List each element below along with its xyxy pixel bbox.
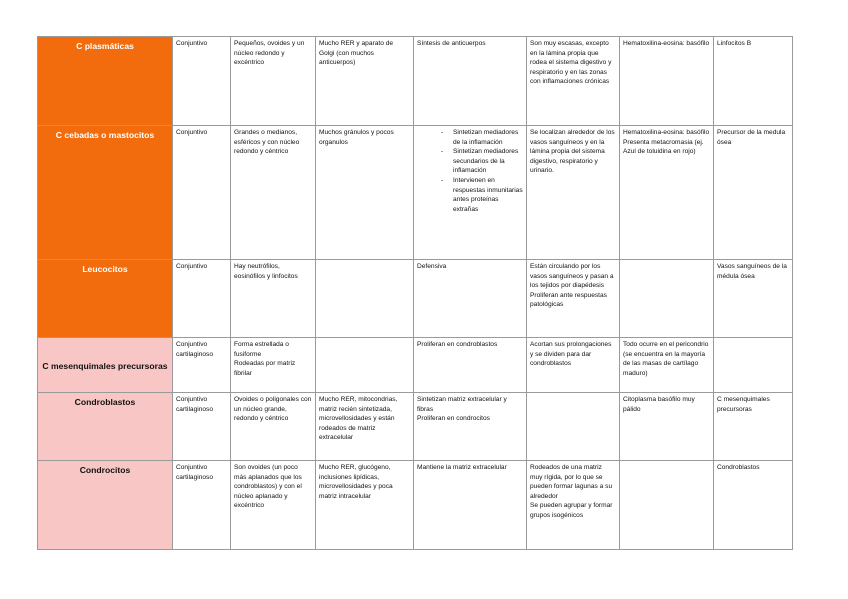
cell-forma: Hay neutrófilos, eosinófilos y linfocitos (231, 260, 316, 338)
list-item: - Intervienen en respuestas inmunitarias antes proteínas extrañas (441, 176, 523, 214)
row-header-condroblastos: Condroblastos (38, 393, 173, 461)
cell-forma: Son ovoides (un poco más aplanados que los condroblastos) y con el núcleo aplanado y excéntrico (231, 461, 316, 550)
list-item: - Sintetizan mediadores secundarios de la inflamación (441, 147, 523, 176)
cell-origen: Condroblastos (714, 461, 793, 550)
cell-origen: Linfocitos B (714, 37, 793, 126)
cell-tincion: Citoplasma basófilo muy pálido (620, 393, 714, 461)
table-row (38, 37, 793, 126)
cell-organelos: Mucho RER, mitocondrias, matriz recién sintetizada, microvellosidades y están rodeados de matriz extracelular (316, 393, 414, 461)
cell-ubicacion: Rodeados de una matriz muy rígida, por lo que se pueden formar lagunas a su alrededor Se pueden agrupar y formar grupos isogénicos (527, 461, 620, 550)
table-row (38, 126, 793, 260)
row-header-leucocitos: Leucocitos (38, 260, 173, 338)
cell-origen: Precursor de la medula ósea (714, 126, 793, 260)
cell-ubicacion: Están circulando por los vasos sanguíneos y pasan a los tejidos por diapédesis Proliferan ante respuestas patológicas (527, 260, 620, 338)
table-row (38, 260, 793, 338)
cell-tejido: Conjuntivo cartilaginoso (173, 338, 231, 393)
cell-ubicacion: Se localizan alrededor de los vasos sanguíneos y en la lámina propia del sistema digestivo, respiratorio y urinario. (527, 126, 620, 260)
cell-funcion: Sintetizan matriz extracelular y fibras Proliferan en condrocitos (414, 393, 527, 461)
cell-tejido: Conjuntivo (173, 37, 231, 126)
table-row (38, 461, 793, 550)
funcion-bullet-list (417, 128, 523, 214)
cell-ubicacion: Son muy escasas, excepto en la lámina propia que rodea el sistema digestivo y respiratorio y en las zonas con inflamaciones crónicas (527, 37, 620, 126)
cell-tejido: Conjuntivo cartilaginoso (173, 461, 231, 550)
cell-tincion (620, 461, 714, 550)
cell-tincion (620, 260, 714, 338)
cell-types-table (37, 36, 793, 550)
table-row (38, 338, 793, 393)
cell-organelos: Mucho RER, glucógeno, inclusiones lipídicas, microvellosidades y poca matriz intracelular (316, 461, 414, 550)
cell-funcion: Proliferan en condroblastos (414, 338, 527, 393)
row-header-c-cebadas: C cebadas o mastocitos (38, 126, 173, 260)
row-header-c-plasmaticas: C plasmáticas (38, 37, 173, 126)
cell-forma: Ovoides o poligonales con un núcleo grande, redondo y céntrico (231, 393, 316, 461)
cell-funcion: Defensiva (414, 260, 527, 338)
cell-tincion: Hematoxilina-eosina: basófilo (620, 37, 714, 126)
cell-origen (714, 338, 793, 393)
cell-ubicacion: Acortan sus prolongaciones y se dividen para dar condroblastos (527, 338, 620, 393)
row-header-c-mesenquimales: C mesenquimales precursoras (38, 338, 173, 393)
cell-forma: Forma estrellada o fusiforme Rodeadas por matriz fibrilar (231, 338, 316, 393)
cell-funcion (414, 126, 527, 260)
cell-origen: C mesenquimales precursoras (714, 393, 793, 461)
cell-tejido: Conjuntivo (173, 126, 231, 260)
cell-organelos (316, 260, 414, 338)
cell-forma: Grandes o medianos, esféricos y con núcleo redondo y céntrico (231, 126, 316, 260)
cell-organelos (316, 338, 414, 393)
cell-ubicacion (527, 393, 620, 461)
row-header-condrocitos: Condrocitos (38, 461, 173, 550)
cell-funcion: Síntesis de anticuerpos (414, 37, 527, 126)
cell-origen: Vasos sanguíneos de la médula ósea (714, 260, 793, 338)
list-item: - Sintetizan mediadores de la inflamación (441, 128, 523, 147)
cell-tejido: Conjuntivo cartilaginoso (173, 393, 231, 461)
cell-tincion: Hematoxilina-eosina: basófilo Presenta metacromasia (ej. Azul de toluidina en rojo) (620, 126, 714, 260)
table-row (38, 393, 793, 461)
cell-tincion: Todo ocurre en el pericondrio (se encuentra en la mayoría de las masas de cartílago maduro) (620, 338, 714, 393)
cell-funcion: Mantiene la matriz extracelular (414, 461, 527, 550)
cell-organelos: Mucho RER y aparato de Golgi (con muchos anticuerpos) (316, 37, 414, 126)
cell-tejido: Conjuntivo (173, 260, 231, 338)
cell-organelos: Muchos gránulos y pocos organulos (316, 126, 414, 260)
cell-forma: Pequeños, ovoides y un núcleo redondo y excéntrico (231, 37, 316, 126)
